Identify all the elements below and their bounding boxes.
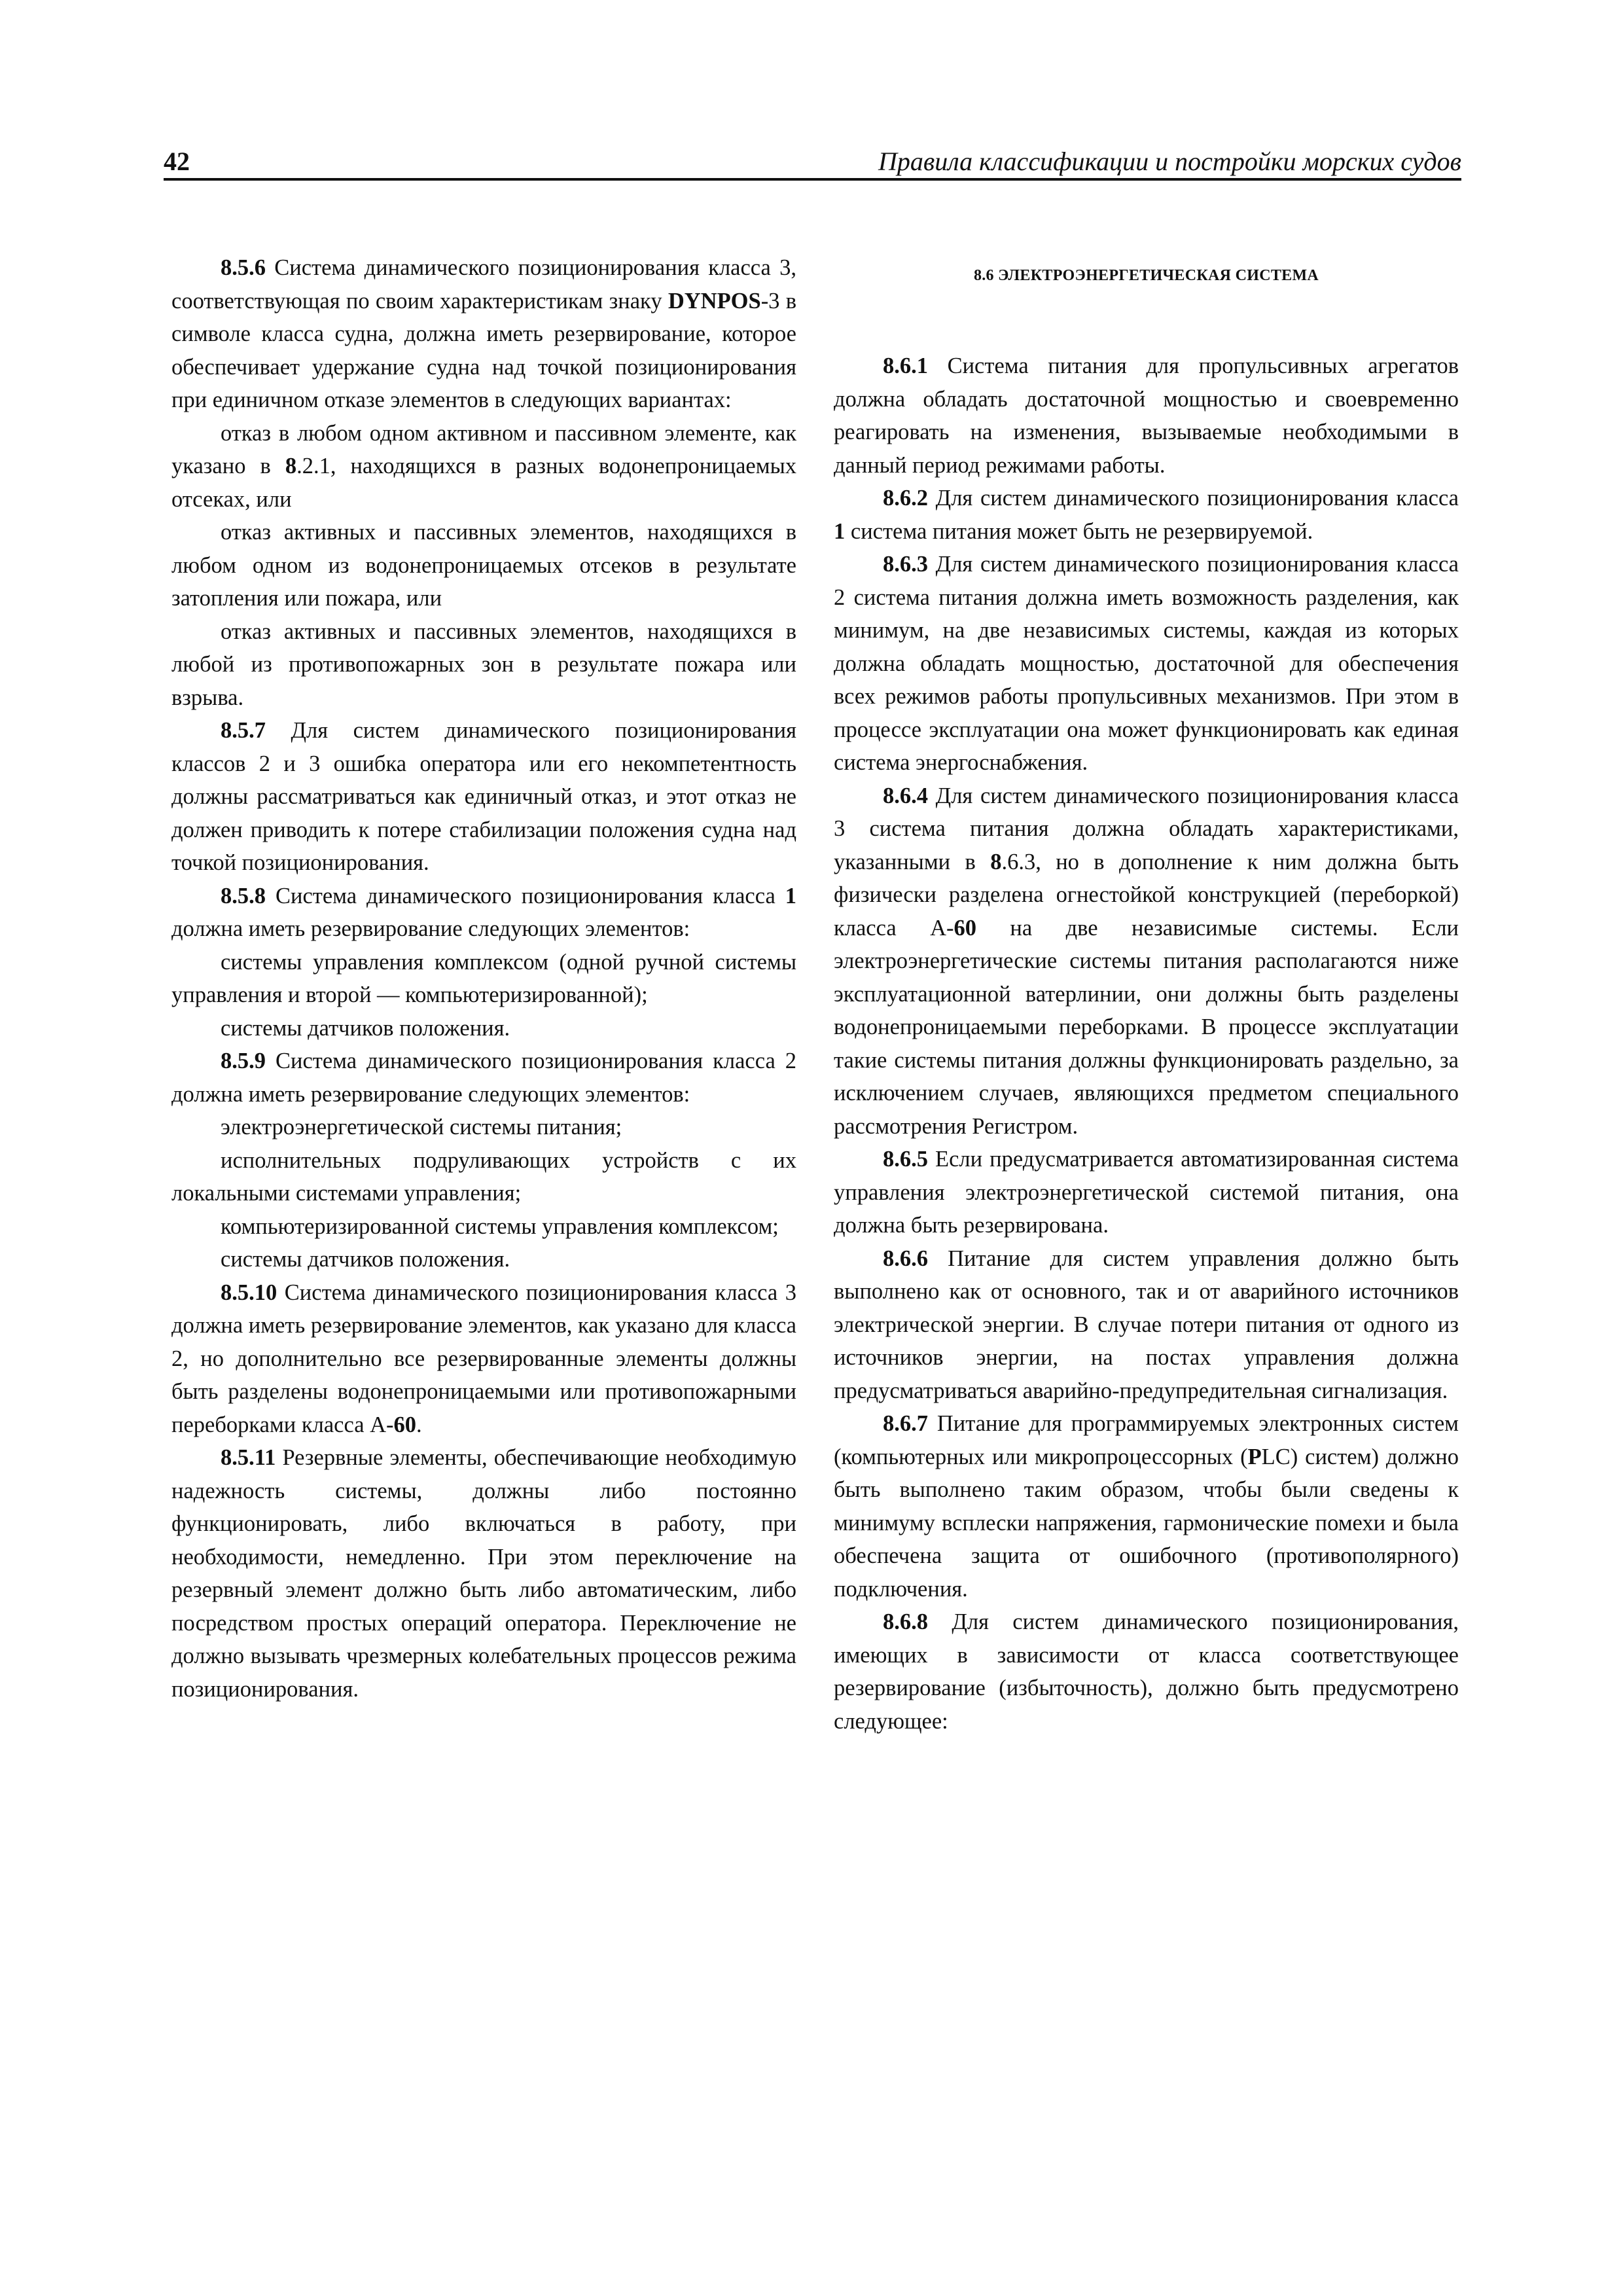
class-number: 60 [393,1412,417,1437]
paragraph-8-6-7: 8.6.7 Питание для программируемых электронных систем (компьютерных или микропроцессорных (PLC) систем) должно быть выполнено таким образом, чтобы были сведены к минимуму всплески напряжения, гармонические помехи и была обеспечена защита от ошибочного (противополярного) подключения. [834,1411,1459,1602]
running-title: Правила классификации и постройки морских судов [878,147,1461,176]
section-heading: 8.6 ЭЛЕКТРОЭНЕРГЕТИЧЕСКАЯ СИСТЕМА [973,267,1319,284]
paragraph-8-6-1: 8.6.1 Система питания для пропульсивных агрегатов должна обладать достаточной мощностью и своевременно реагировать на изменения, вызываемые необходимыми в данный период режимами работы. [834,353,1459,478]
dynpos-mark: DYNPOS [668,288,761,314]
clause-number: 8.5.10 [221,1280,277,1305]
reference: 8 [990,849,1002,874]
list-item: отказ активных и пассивных элементов, находящихся в любой из противопожарных зон в результате пожара или взрыва. [171,619,796,710]
clause-number: 8.5.8 [221,883,266,908]
list-item: исполнительных подруливающих устройств с их локальными системами управления; [171,1147,796,1206]
list-item: электроэнергетической системы питания; [221,1115,622,1139]
header-rule [164,178,1461,181]
clause-number: 8.6.4 [883,783,928,808]
clause-number: 8.6.3 [883,552,928,577]
page-number: 42 [164,147,190,176]
paragraph-8-5-11: 8.5.11 Резервные элементы, обеспечивающие необходимую надежность системы, должны либо постоянно функционировать, либо включаться в работу, при необходимости, немедленно. При этом переключение на резервный элемент должно быть либо автоматическим, либо посредством простых операций оператора. Переключение не должно вызывать чрезмерных колебательных процессов режима позиционирования. [171,1445,796,1702]
clause-number: 8.6.2 [883,486,928,511]
list-item: отказ в любом одном активном и пассивном элементе, как указано в 8.2.1, находящихся в разных водонепроницаемых отсеках, или [171,420,797,512]
paragraph-8-6-8: 8.6.8 Для систем динамического позиционирования, имеющих в зависимости от класса соответствующее резервирование (избыточность), должно быть предусмотрено следующее: [834,1609,1459,1734]
paragraph-8-6-3: 8.6.3 Для систем динамического позиционирования класса 2 система питания должна иметь возможность разделения, как минимум, на две независимых системы, каждая из которых должна обладать мощностью, достаточной для обеспечения всех режимов работы пропульсивных механизмов. При этом в процессе эксплуатации она может функционировать как единая система энергоснабжения. [834,552,1459,775]
clause-number: 8.5.6 [221,255,266,280]
list-item: системы управления комплексом (одной ручной системы управления и второй — компьютеризированной); [171,949,796,1007]
paragraph-8-5-9: 8.5.9 Система динамического позиционирования класса 2 должна иметь резервирование следующих элементов: [171,1049,796,1107]
plc-letter: P [1247,1444,1262,1469]
clause-number: 8.5.7 [221,718,266,743]
paragraph-8-5-10: 8.5.10 Система динамического позиционирования класса 3 должна иметь резервирование элементов, как указано для класса 2, но дополнительно все резервированные элементы должны быть разделены водонепроницаемыми или противопожарными переборками класса А-60. [171,1280,796,1437]
class-number: 1 [785,883,796,908]
clause-number: 8.6.7 [883,1411,928,1436]
right-column [834,251,1459,1738]
clause-number: 8.5.9 [221,1049,266,1073]
list-item: системы датчиков положения. [221,1247,510,1272]
list-item: отказ активных и пассивных элементов, находящихся в любом одном из водонепроницаемых отсеков в результате затопления или пожара, или [171,520,796,611]
paragraph-8-6-2: 8.6.2 Для систем динамического позиционирования класса 1 система питания может быть не резервируемой. [834,486,1459,544]
list-item: системы датчиков положения. [221,1015,510,1041]
class-number: 1 [834,518,846,544]
reference: 8 [285,454,297,478]
clause-number: 8.6.6 [883,1246,928,1271]
list-item: компьютеризированной системы управления комплексом; [221,1213,779,1239]
paragraph-8-5-7: 8.5.7 Для систем динамического позиционирования классов 2 и 3 ошибка оператора или его некомпетентность должны рассматриваться как единичный отказ, и этот отказ не должен приводить к потере стабилизации положения судна над точкой позиционирования. [171,718,796,875]
class-number: 60 [954,915,976,941]
paragraph-8-6-5: 8.6.5 Если предусматривается автоматизированная система управления электроэнергетической системой питания, она должна быть резервирована. [834,1147,1459,1238]
clause-number: 8.6.1 [883,353,928,378]
left-column [171,251,796,1706]
paragraph-8-5-8: 8.5.8 Система динамического позиционирования класса 1 должна иметь резервирование следующих элементов: [171,883,796,941]
clause-number: 8.6.5 [883,1147,928,1172]
paragraph-8-6-6: 8.6.6 Питание для систем управления должно быть выполнено как от основного, так и от аварийного источников электрической энергии. В случае потери питания от одного из источников энергии, на постах управления должна предусматриваться аварийно-предупредительная сигнализация. [834,1246,1459,1403]
clause-number: 8.5.11 [221,1445,276,1470]
paragraph-8-6-4: 8.6.4 Для систем динамического позиционирования класса 3 система питания должна обладать характеристиками, указанными в 8.6.3, но в дополнение к ним должна быть физически разделена огнестойкой конструкцией (переборкой) класса А-60 на две независимые системы. Если электроэнергетические системы питания располагаются ниже эксплуатационной ватерлинии, они должны быть разделены водонепроницаемыми переборками. В процессе эксплуатации такие системы питания должны функционировать раздельно, за исключением случаев, являющихся предметом специального рассмотрения Регистром. [834,783,1459,1139]
paragraph-8-5-6: 8.5.6 Система динамического позиционирования класса 3, соответствующая по своим характеристикам знаку DYNPOS-3 в символе класса судна, должна иметь резервирование, которое обеспечивает удержание судна над точкой позиционирования при единичном отказе элементов в следующих вариантах: [171,255,796,412]
clause-number: 8.6.8 [883,1609,928,1634]
